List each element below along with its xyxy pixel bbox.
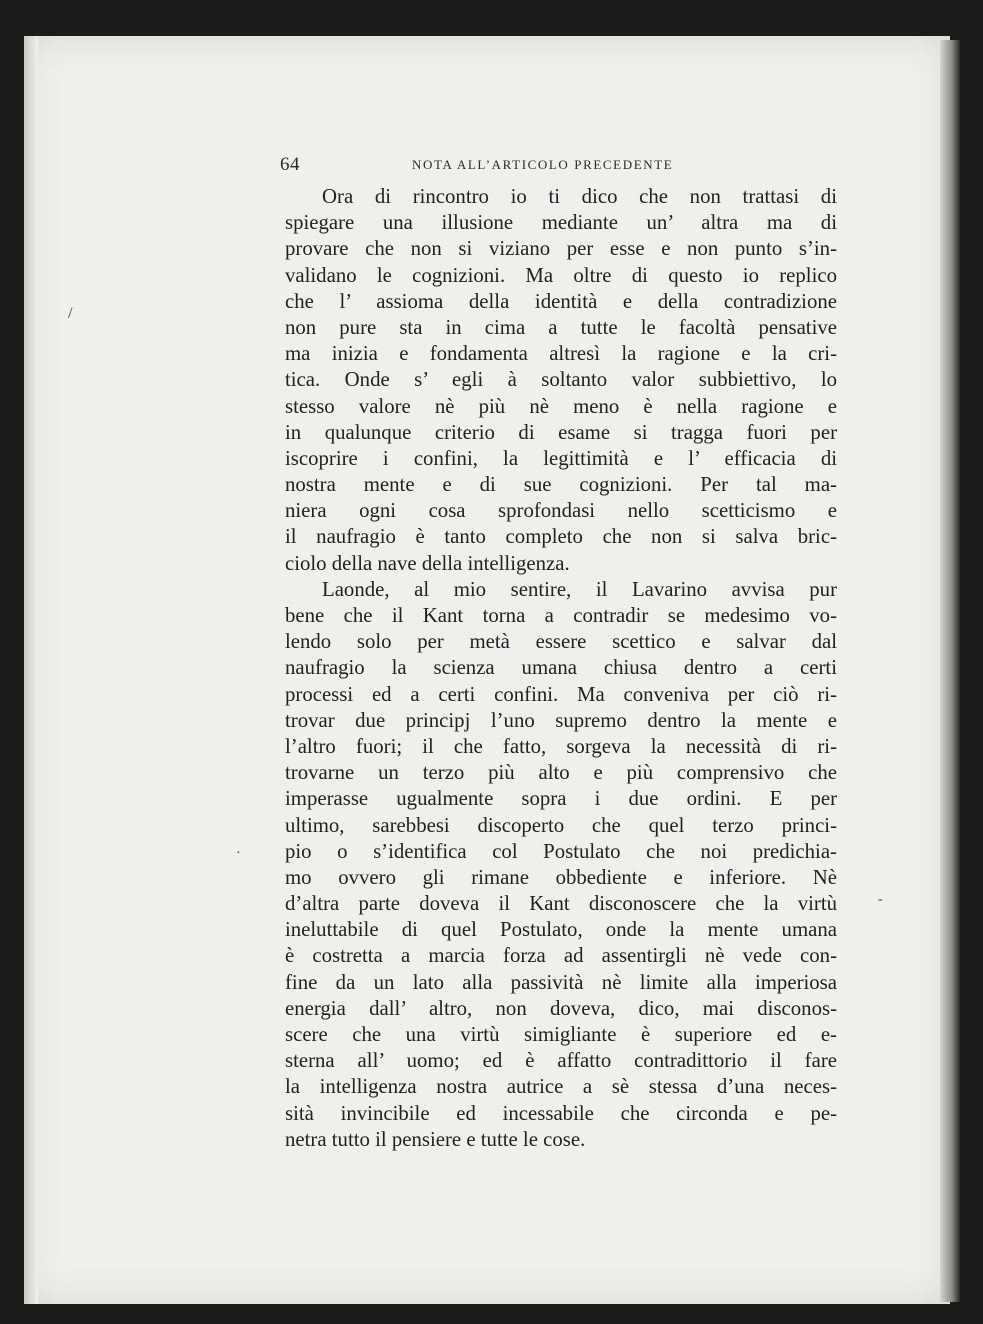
text-line: iscoprire i confini, la legittimità e l’ efficacia di — [285, 446, 837, 470]
text-line: provare che non si viziano per esse e non punto s’in- — [285, 237, 837, 261]
text-line: niera ogni cosa sprofondasi nello scetticismo e — [285, 499, 837, 523]
text-line: energia dall’ altro, non doveva, dico, mai disconos- — [285, 996, 837, 1020]
text-line: stesso valore nè più nè meno è nella ragione e — [285, 394, 837, 418]
text-line: il naufragio è tanto completo che non si salva bric- — [285, 525, 837, 549]
text-line: fine da un lato alla passività nè limite alla imperiosa — [285, 970, 837, 994]
text-line: imperasse ugualmente sopra i due ordini. E per — [285, 787, 837, 811]
page-header — [280, 154, 840, 174]
text-line: lendo solo per metà essere scettico e salvar dal — [285, 630, 837, 654]
text-line: sterna all’ uomo; ed è affatto contradittorio il fare — [285, 1049, 837, 1073]
text-line: sità invincibile ed incessabile che circonda e pe- — [285, 1101, 837, 1125]
text-line: d’altra parte doveva il Kant disconoscere che la virtù — [285, 892, 837, 916]
ink-speck: · — [236, 846, 241, 861]
text-line: in qualunque criterio di esame si tragga fuori per — [285, 420, 837, 444]
text-line: processi ed a certi confini. Ma conveniva per ciò ri- — [285, 682, 837, 706]
text-line: tica. Onde s’ egli à soltanto valor subbiettivo, lo — [285, 368, 837, 392]
page-edge — [940, 40, 960, 1302]
text-line: la intelligenza nostra autrice a sè stessa d’una neces- — [285, 1075, 837, 1099]
text-line: ma inizia e fondamenta altresì la ragione e la cri- — [285, 342, 837, 366]
page-number: 64 — [280, 154, 300, 175]
running-head: NOTA ALL’ARTICOLO PRECEDENTE — [412, 157, 674, 172]
text-line: trovarne un terzo più alto e più comprensivo che — [285, 761, 837, 785]
body-text — [285, 184, 837, 1153]
text-line: è costretta a marcia forza ad assentirgli nè vede con- — [285, 944, 837, 968]
text-line: che l’ assioma della identità e della contradizione — [285, 289, 837, 313]
text-line: Laonde, al mio sentire, il Lavarino avvisa pur — [322, 577, 837, 601]
text-line: l’altro fuori; il che fatto, sorgeva la necessità di ri- — [285, 734, 837, 758]
ink-speck: / — [68, 305, 73, 322]
page-gutter — [24, 36, 38, 1304]
text-line: Ora di rincontro io ti dico che non trattasi di — [322, 185, 837, 208]
text-line: pio o s’identifica col Postulato che noi predichia- — [285, 839, 837, 863]
text-line: scere che una virtù simigliante è superiore ed e- — [285, 1023, 837, 1046]
text-line: ultimo, sarebbesi discoperto che quel terzo princi- — [285, 813, 837, 837]
text-line: naufragio la scienza umana chiusa dentro a certi — [285, 656, 837, 680]
text-line: ineluttabile di quel Postulato, onde la mente umana — [285, 918, 837, 942]
text-line: non pure sta in cima a tutte le facoltà pensative — [285, 315, 837, 339]
paragraph-1 — [285, 184, 837, 577]
text-line: nostra mente e di sue cognizioni. Per tal ma- — [285, 473, 837, 497]
text-line: trovar due principj l’uno supremo dentro la mente e — [285, 708, 837, 732]
paragraph-2 — [285, 577, 837, 1153]
text-line: ciolo della nave della intelligenza. — [285, 551, 570, 575]
text-line: validano le cognizioni. Ma oltre di questo io replico — [285, 263, 837, 287]
text-line: bene che il Kant torna a contradir se medesimo vo- — [285, 604, 837, 627]
text-line: spiegare una illusione mediante un’ altra ma di — [285, 211, 837, 235]
text-line: netra tutto il pensiere e tutte le cose. — [285, 1127, 586, 1151]
text-line: mo ovvero gli rimane obbediente e inferiore. Nè — [285, 865, 837, 889]
ink-speck: - — [878, 892, 883, 907]
